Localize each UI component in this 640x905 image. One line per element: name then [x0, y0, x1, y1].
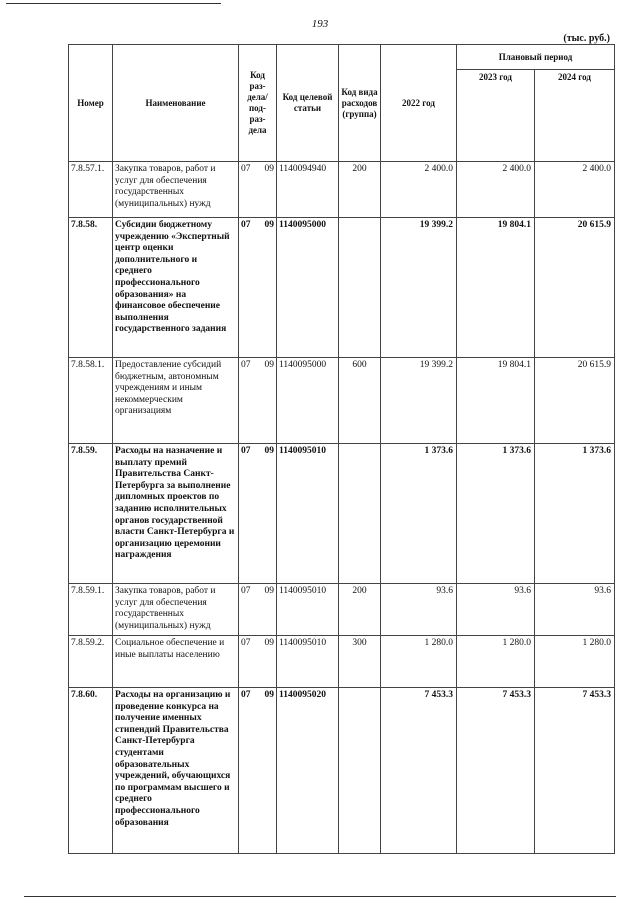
row-target-code: 1140095010 — [277, 584, 339, 636]
table-row — [69, 444, 615, 584]
row-value-2022: 19 399.2 — [381, 358, 457, 444]
header-name: Наименование — [113, 45, 239, 162]
row-section — [239, 358, 277, 444]
row-target-code: 1140094940 — [277, 162, 339, 218]
row-section-code: 07 — [241, 586, 251, 596]
row-section-code: 07 — [241, 638, 251, 648]
table-body — [69, 162, 615, 854]
row-value-2022: 1 373.6 — [381, 444, 457, 584]
row-value-2022: 1 280.0 — [381, 636, 457, 688]
row-number: 7.8.59. — [69, 444, 113, 584]
row-number: 7.8.58. — [69, 218, 113, 358]
row-subsection-code: 09 — [264, 220, 274, 230]
row-section-code: 07 — [241, 690, 251, 700]
table-row — [69, 636, 615, 688]
row-value-2023: 2 400.0 — [457, 162, 535, 218]
row-section-code: 07 — [241, 164, 251, 174]
row-number: 7.8.59.1. — [69, 584, 113, 636]
row-name: Расходы на организацию и проведение конкурса на получение именных стипендий Правительства Санкт-Петербурга студентами образовательных учреждений, обучающихся по программам высшего и среднего профессионального образования — [113, 688, 239, 854]
row-value-2024: 1 280.0 — [535, 636, 615, 688]
row-subsection-code: 09 — [264, 164, 274, 174]
row-value-2022: 19 399.2 — [381, 218, 457, 358]
header-2022: 2022 год — [381, 45, 457, 162]
row-value-2022: 7 453.3 — [381, 688, 457, 854]
top-rule — [6, 3, 221, 4]
row-value-2024: 20 615.9 — [535, 218, 615, 358]
row-expense-type: 200 — [339, 162, 381, 218]
page-number: 193 — [311, 18, 329, 30]
bottom-rule — [24, 896, 616, 897]
row-value-2024: 20 615.9 — [535, 358, 615, 444]
header-2024: 2024 год — [535, 70, 615, 162]
header-2023: 2023 год — [457, 70, 535, 162]
row-section-code: 07 — [241, 220, 251, 230]
row-target-code: 1140095000 — [277, 358, 339, 444]
row-value-2023: 19 804.1 — [457, 358, 535, 444]
row-expense-type — [339, 688, 381, 854]
row-expense-type — [339, 218, 381, 358]
budget-table — [68, 44, 615, 854]
row-section — [239, 444, 277, 584]
row-section — [239, 218, 277, 358]
table-row — [69, 358, 615, 444]
table-row — [69, 162, 615, 218]
row-section-code: 07 — [241, 360, 251, 370]
row-number: 7.8.59.2. — [69, 636, 113, 688]
header-section: Код раз-дела/ под-раз-дела — [239, 45, 277, 162]
row-section-code: 07 — [241, 446, 251, 456]
row-section — [239, 688, 277, 854]
row-target-code: 1140095010 — [277, 444, 339, 584]
row-subsection-code: 09 — [264, 446, 274, 456]
table-row — [69, 688, 615, 854]
row-name: Предоставление субсидий бюджетным, автономным учреждениям и иным некоммерческим организациям — [113, 358, 239, 444]
row-target-code: 1140095000 — [277, 218, 339, 358]
row-value-2024: 1 373.6 — [535, 444, 615, 584]
row-section — [239, 636, 277, 688]
row-value-2023: 19 804.1 — [457, 218, 535, 358]
units-label: (тыс. руб.) — [563, 33, 610, 44]
header-planned-period: Плановый период — [457, 45, 615, 70]
table-row — [69, 218, 615, 358]
row-value-2023: 1 280.0 — [457, 636, 535, 688]
row-section — [239, 162, 277, 218]
header-expense-type: Код вида расходов (группа) — [339, 45, 381, 162]
row-value-2024: 7 453.3 — [535, 688, 615, 854]
row-subsection-code: 09 — [264, 360, 274, 370]
row-value-2024: 93.6 — [535, 584, 615, 636]
row-value-2023: 93.6 — [457, 584, 535, 636]
table-row — [69, 584, 615, 636]
row-value-2023: 7 453.3 — [457, 688, 535, 854]
header-target: Код целевой статьи — [277, 45, 339, 162]
row-target-code: 1140095020 — [277, 688, 339, 854]
row-value-2022: 93.6 — [381, 584, 457, 636]
row-expense-type — [339, 444, 381, 584]
row-target-code: 1140095010 — [277, 636, 339, 688]
row-name: Расходы на назначение и выплату премий Правительства Санкт-Петербурга за выполнение дипломных проектов по заданию исполнительных органов государственной власти Санкт-Петербурга и организацию церемонии награждения — [113, 444, 239, 584]
row-value-2024: 2 400.0 — [535, 162, 615, 218]
row-name: Закупка товаров, работ и услуг для обеспечения государственных (муниципальных) нужд — [113, 162, 239, 218]
row-expense-type: 600 — [339, 358, 381, 444]
row-number: 7.8.57.1. — [69, 162, 113, 218]
row-name: Закупка товаров, работ и услуг для обеспечения государственных (муниципальных) нужд — [113, 584, 239, 636]
row-subsection-code: 09 — [264, 690, 274, 700]
row-number: 7.8.60. — [69, 688, 113, 854]
row-name: Социальное обеспечение и иные выплаты населению — [113, 636, 239, 688]
row-expense-type: 300 — [339, 636, 381, 688]
row-subsection-code: 09 — [264, 638, 274, 648]
row-section — [239, 584, 277, 636]
row-value-2022: 2 400.0 — [381, 162, 457, 218]
row-name: Субсидии бюджетному учреждению «Экспертный центр оценки дополнительного и среднего профессионального образования» на финансовое обеспечение выполнения государственного задания — [113, 218, 239, 358]
row-subsection-code: 09 — [264, 586, 274, 596]
header-number: Номер — [69, 45, 113, 162]
row-value-2023: 1 373.6 — [457, 444, 535, 584]
row-number: 7.8.58.1. — [69, 358, 113, 444]
row-expense-type: 200 — [339, 584, 381, 636]
